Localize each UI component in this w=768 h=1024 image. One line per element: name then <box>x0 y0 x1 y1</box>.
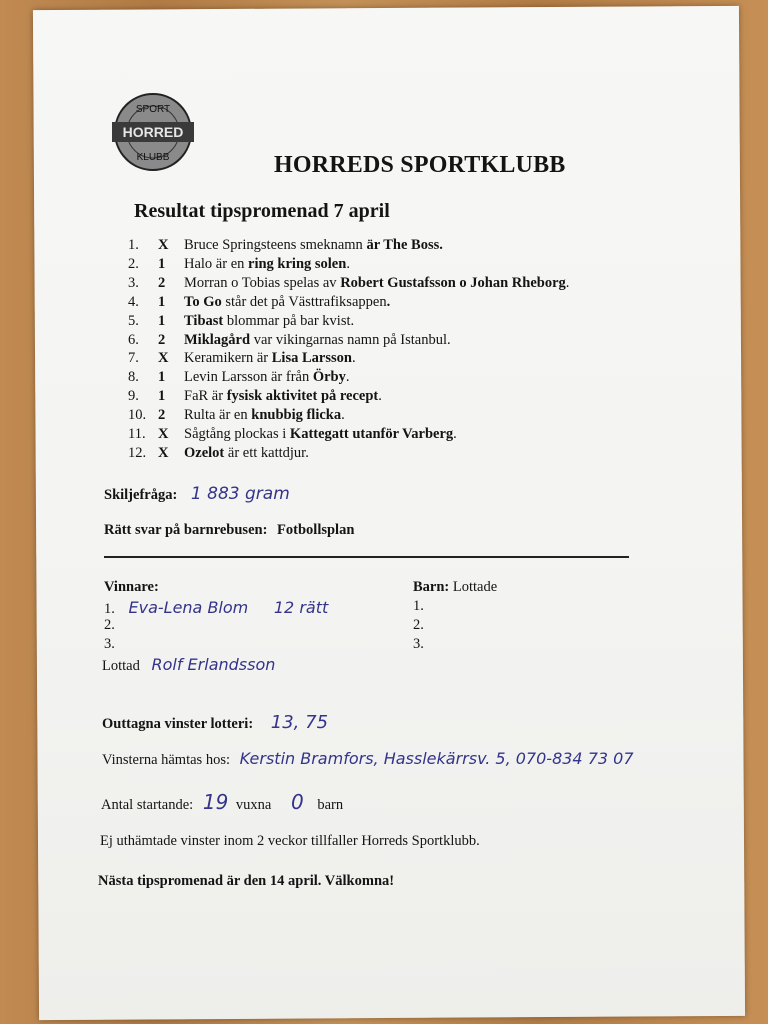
question-text-part: står det på Västtrafiksappen <box>221 293 387 310</box>
question-text <box>184 332 451 348</box>
lotteri-row <box>102 712 328 733</box>
sportklubb-logo <box>108 92 198 172</box>
lotteri-label: Outtagna vinster lotteri: <box>102 716 254 732</box>
child-row-3: 3. <box>413 636 424 652</box>
hamtas-label: Vinsterna hämtas hos: <box>102 752 230 768</box>
question-text <box>184 426 457 442</box>
question-text-bold: Ozelot <box>184 444 225 461</box>
question-row <box>128 294 390 311</box>
question-answer: X <box>158 426 169 442</box>
question-text <box>184 388 382 404</box>
startande-adults: 19 <box>202 790 229 814</box>
startande-kids: 0 <box>290 790 304 814</box>
question-text-part: . <box>565 274 570 291</box>
child-row-2: 2. <box>413 617 424 633</box>
question-answer: 1 <box>158 312 166 329</box>
question-answer: 1 <box>158 255 166 272</box>
child-row-1: 1. <box>413 598 424 614</box>
question-text-bold: fysisk aktivitet på recept <box>226 388 379 405</box>
question-text-bold: knubbig flicka <box>251 407 342 424</box>
startande-row <box>101 790 343 814</box>
children-heading: Barn: <box>413 579 450 595</box>
question-row <box>128 332 451 349</box>
question-row <box>128 275 569 292</box>
question-text <box>184 237 443 253</box>
question-text <box>184 294 390 310</box>
question-answer: 2 <box>158 407 166 424</box>
question-text <box>184 445 309 461</box>
question-number: 9. <box>128 388 139 405</box>
question-text-bold: . <box>386 293 391 310</box>
barnrebus-row <box>104 522 354 539</box>
question-number: 6. <box>128 331 139 348</box>
question-text-bold: To Go <box>184 293 222 310</box>
winner-row-1 <box>104 598 328 618</box>
question-row <box>128 426 457 443</box>
question-text-part: blommar på bar kvist. <box>223 312 355 329</box>
question-number: 12. <box>128 444 147 461</box>
question-number: 5. <box>128 312 139 329</box>
lottad-row <box>102 655 275 675</box>
question-text <box>184 407 345 423</box>
winner-score: 12 rätt <box>273 598 329 617</box>
winners-heading: Vinnare: <box>104 579 159 595</box>
startande-label: Antal startande: <box>101 797 194 813</box>
question-text-part: Rulta är en <box>184 407 252 424</box>
question-text <box>184 369 350 385</box>
question-text-bold: Örby <box>312 369 346 386</box>
winner-name: Eva-Lena Blom <box>128 598 249 617</box>
question-text-part: FaR är <box>184 388 227 405</box>
question-answer: 2 <box>158 331 166 348</box>
question-row <box>128 369 350 386</box>
question-row <box>128 407 345 424</box>
barnrebus-answer: Fotbollsplan <box>277 522 355 538</box>
lotteri-value: 13, 75 <box>270 712 329 733</box>
children-note: Lottade <box>452 579 498 595</box>
question-text <box>184 350 356 366</box>
hamtas-row <box>102 749 634 769</box>
question-text-part: Bruce Springsteens smeknamn <box>184 237 367 253</box>
question-row <box>128 256 350 273</box>
question-answer: 2 <box>158 274 166 291</box>
startande-adults-label: vuxna <box>235 797 272 813</box>
logo-center-text: HORRED <box>122 124 184 140</box>
question-text-part: var vikingarnas namn på Istanbul. <box>250 331 451 348</box>
winner-row-2: 2. <box>104 617 115 633</box>
question-text-part: Halo är en <box>184 255 249 272</box>
question-answer: 1 <box>158 369 166 386</box>
question-text-part: Morran o Tobias spelas av <box>184 274 341 291</box>
question-text-part: Sågtång plockas i <box>184 426 290 442</box>
question-text-part: Keramikern är <box>184 350 272 367</box>
skiljefraga-answer: 1 883 gram <box>190 484 290 504</box>
startande-kids-label: barn <box>317 797 344 813</box>
question-answer: X <box>158 237 169 253</box>
question-text-bold: ring kring solen <box>248 255 347 272</box>
notice-text: Ej uthämtade vinster inom 2 veckor tillfaller Horreds Sportklubb. <box>100 833 480 849</box>
question-answer: X <box>158 350 169 367</box>
question-row <box>128 237 443 254</box>
question-text-bold: Kattegatt utanför Varberg <box>289 426 454 442</box>
skiljefraga-row <box>104 484 290 504</box>
question-text-bold: Tibast <box>184 312 224 329</box>
question-answer: X <box>158 444 169 461</box>
hamtas-value: Kerstin Bramfors, Hasslekärrsv. 5, 070-834 73 07 <box>239 749 634 768</box>
question-number: 7. <box>128 350 139 367</box>
logo-top-text: SPORT <box>135 104 171 115</box>
question-row <box>128 313 354 330</box>
question-text <box>184 275 569 291</box>
question-text-part: . <box>378 388 382 405</box>
question-row <box>128 445 309 462</box>
question-answer: 1 <box>158 388 166 405</box>
skiljefraga-label: Skiljefråga: <box>104 487 178 503</box>
question-text <box>184 313 354 329</box>
children-heading-row <box>413 579 497 596</box>
question-text-part: . <box>346 255 350 272</box>
next-event-text: Nästa tipspromenad är den 14 april. Välkomna! <box>98 873 395 889</box>
question-text-part: . <box>351 350 356 367</box>
question-row <box>128 388 382 405</box>
question-number: 11. <box>128 426 146 442</box>
question-number: 10. <box>128 407 147 424</box>
barnrebus-label: Rätt svar på barnrebusen: <box>104 522 268 538</box>
question-text-bold: är The Boss. <box>366 237 443 253</box>
lottad-name: Rolf Erlandsson <box>151 655 276 674</box>
page-title: HORREDS SPORTKLUBB <box>274 152 566 178</box>
question-text-bold: Robert Gustafsson o Johan Rheborg <box>340 274 566 291</box>
winner-row-3: 3. <box>104 636 115 652</box>
logo-bottom-text: KLUBB <box>136 152 170 163</box>
page-subtitle: Resultat tipspromenad 7 april <box>134 200 390 222</box>
question-text-part: är ett kattdjur. <box>224 444 309 461</box>
divider-line <box>104 556 629 558</box>
question-text-part: . <box>341 407 345 424</box>
question-text-bold: Lisa Larsson <box>271 350 352 367</box>
question-number: 1. <box>128 237 139 253</box>
question-row <box>128 350 356 367</box>
question-text <box>184 256 350 272</box>
question-answer: 1 <box>158 293 166 310</box>
question-number: 3. <box>128 274 139 291</box>
lottad-label: Lottad <box>102 658 140 674</box>
question-text-part: . <box>453 426 457 442</box>
question-number: 8. <box>128 369 139 386</box>
question-text-part: . <box>345 369 350 386</box>
question-number: 2. <box>128 255 139 272</box>
question-text-bold: Miklagård <box>184 331 251 348</box>
question-text-part: Levin Larsson är från <box>184 369 313 386</box>
question-number: 4. <box>128 293 139 310</box>
winner-num: 1. <box>104 601 115 617</box>
